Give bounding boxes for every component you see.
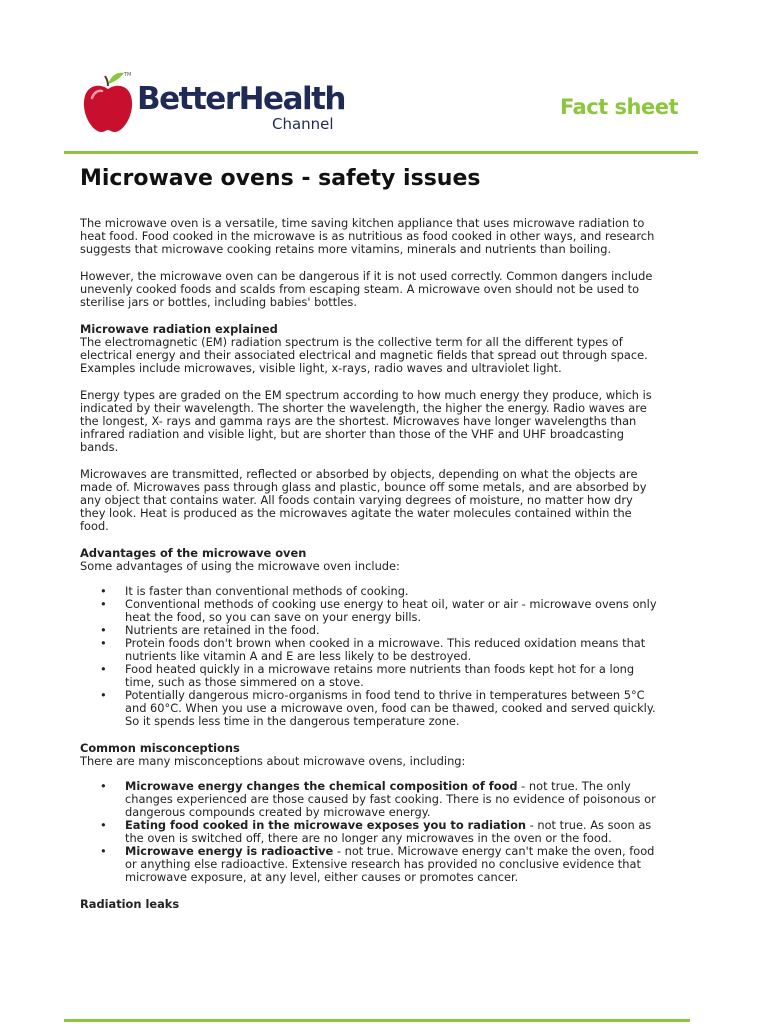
- intro-paragraph: The microwave oven is a versatile, time saving kitchen appliance that uses microwave radiation to heat food. Food cooked in the microwave is as nutritious as food cooked in other ways, and research suggests that microwave cooking retains more vitamins, minerals and nutrients than boiling.: [80, 216, 655, 256]
- list-item: • Potentially dangerous micro-organisms in food tend to thrive in temperatures between 5°C and 60°C. When you use a microwave oven, food can be thawed, cooked and served quickly. So it spends less time in the dangerous temperature zone.: [100, 688, 656, 728]
- bullet-icon: •: [100, 623, 107, 637]
- radiation-paragraph: Energy types are graded on the EM spectrum according to how much energy they produce, which is indicated by their wavelength. The shorter the wavelength, the higher the energy. Radio waves are the longest, X- rays and gamma rays are the shortest. Microwaves have longer wavelengths than infrared radiation and visible light, but are shorter than those of the VHF and UHF broadcasting bands.: [80, 388, 652, 454]
- misconception-claim: Microwave energy changes the chemical composition of food: [125, 779, 518, 793]
- intro-paragraph: However, the microwave oven can be dangerous if it is not used correctly. Common dangers include unevenly cooked foods and scalds from escaping steam. A microwave oven should not be used to sterilise jars or bottles, including babies' bottles.: [80, 269, 653, 309]
- list-item: • Nutrients are retained in the food.: [100, 623, 320, 637]
- bullet-icon: •: [100, 584, 107, 598]
- apple-logo-icon: [82, 70, 134, 134]
- section-heading-misconceptions: Common misconceptions: [80, 741, 240, 755]
- page-header: [0, 0, 768, 150]
- radiation-paragraph: The electromagnetic (EM) radiation spectrum is the collective term for all the different types of electrical energy and their associated electrical and magnetic fields that spread out through space. Examples include microwaves, visible light, x-rays, radio waves and ultraviolet light.: [80, 335, 648, 375]
- page-title: Microwave ovens - safety issues: [80, 166, 481, 191]
- list-item: • Microwave energy is radioactive - not true. Microwave energy can't make the oven, food or anything else radioactive. Extensive research has provided no conclusive evidence that microwave exposure, at any level, either causes or promotes cancer.: [100, 844, 655, 884]
- misconceptions-list: [80, 780, 660, 884]
- footer-divider: [64, 1019, 690, 1022]
- list-item: • Microwave energy changes the chemical composition of food - not true. The only changes experienced are those caused by fast cooking. There is no evidence of poisonous or dangerous compounds created by microwave energy.: [100, 779, 656, 819]
- bullet-icon: •: [100, 636, 107, 650]
- bullet-icon: •: [100, 662, 107, 676]
- trademark: TM: [124, 72, 132, 78]
- section-heading-radiation-leaks: Radiation leaks: [80, 897, 180, 911]
- section-heading-radiation: Microwave radiation explained: [80, 322, 278, 336]
- misconception-claim: Eating food cooked in the microwave exposes you to radiation: [125, 818, 527, 832]
- list-item: • Protein foods don't brown when cooked in a microwave. This reduced oxidation means that nutrients like vitamin A and E are less likely to be destroyed.: [100, 636, 646, 663]
- document-body: [80, 164, 660, 911]
- advantages-list: [80, 585, 660, 728]
- misconceptions-lead: There are many misconceptions about microwave ovens, including:: [80, 754, 466, 768]
- misconception-claim: Microwave energy is radioactive: [125, 844, 334, 858]
- bullet-icon: •: [100, 597, 107, 611]
- list-item: • Conventional methods of cooking use energy to heat oil, water or air - microwave ovens only heat the food, so you can save on your energy bills.: [100, 597, 657, 624]
- brand-subtitle: Channel: [272, 115, 334, 133]
- brand-name: BetterHealth: [137, 81, 346, 117]
- bullet-icon: •: [100, 844, 107, 858]
- section-heading-advantages: Advantages of the microwave oven: [80, 546, 307, 560]
- list-item: • Eating food cooked in the microwave exposes you to radiation - not true. As soon as the oven is switched off, there are no longer any microwaves in the oven or the food.: [100, 818, 652, 845]
- bullet-icon: •: [100, 688, 107, 702]
- list-item: • It is faster than conventional methods of cooking.: [100, 584, 409, 598]
- radiation-paragraph: Microwaves are transmitted, reflected or absorbed by objects, depending on what the objects are made of. Microwaves pass through glass and plastic, bounce off some metals, and are absorbed by any object that contains water. All foods contain varying degrees of moisture, no matter how dry they look. Heat is produced as the microwaves agitate the water molecules contained within the food.: [80, 467, 647, 533]
- bullet-icon: •: [100, 779, 107, 793]
- bullet-icon: •: [100, 818, 107, 832]
- header-divider: [64, 151, 698, 154]
- advantages-lead: Some advantages of using the microwave oven include:: [80, 559, 400, 573]
- list-item: • Food heated quickly in a microwave retains more nutrients than foods kept hot for a long time, such as those simmered on a stove.: [100, 662, 635, 689]
- fact-sheet-label: Fact sheet: [559, 95, 678, 119]
